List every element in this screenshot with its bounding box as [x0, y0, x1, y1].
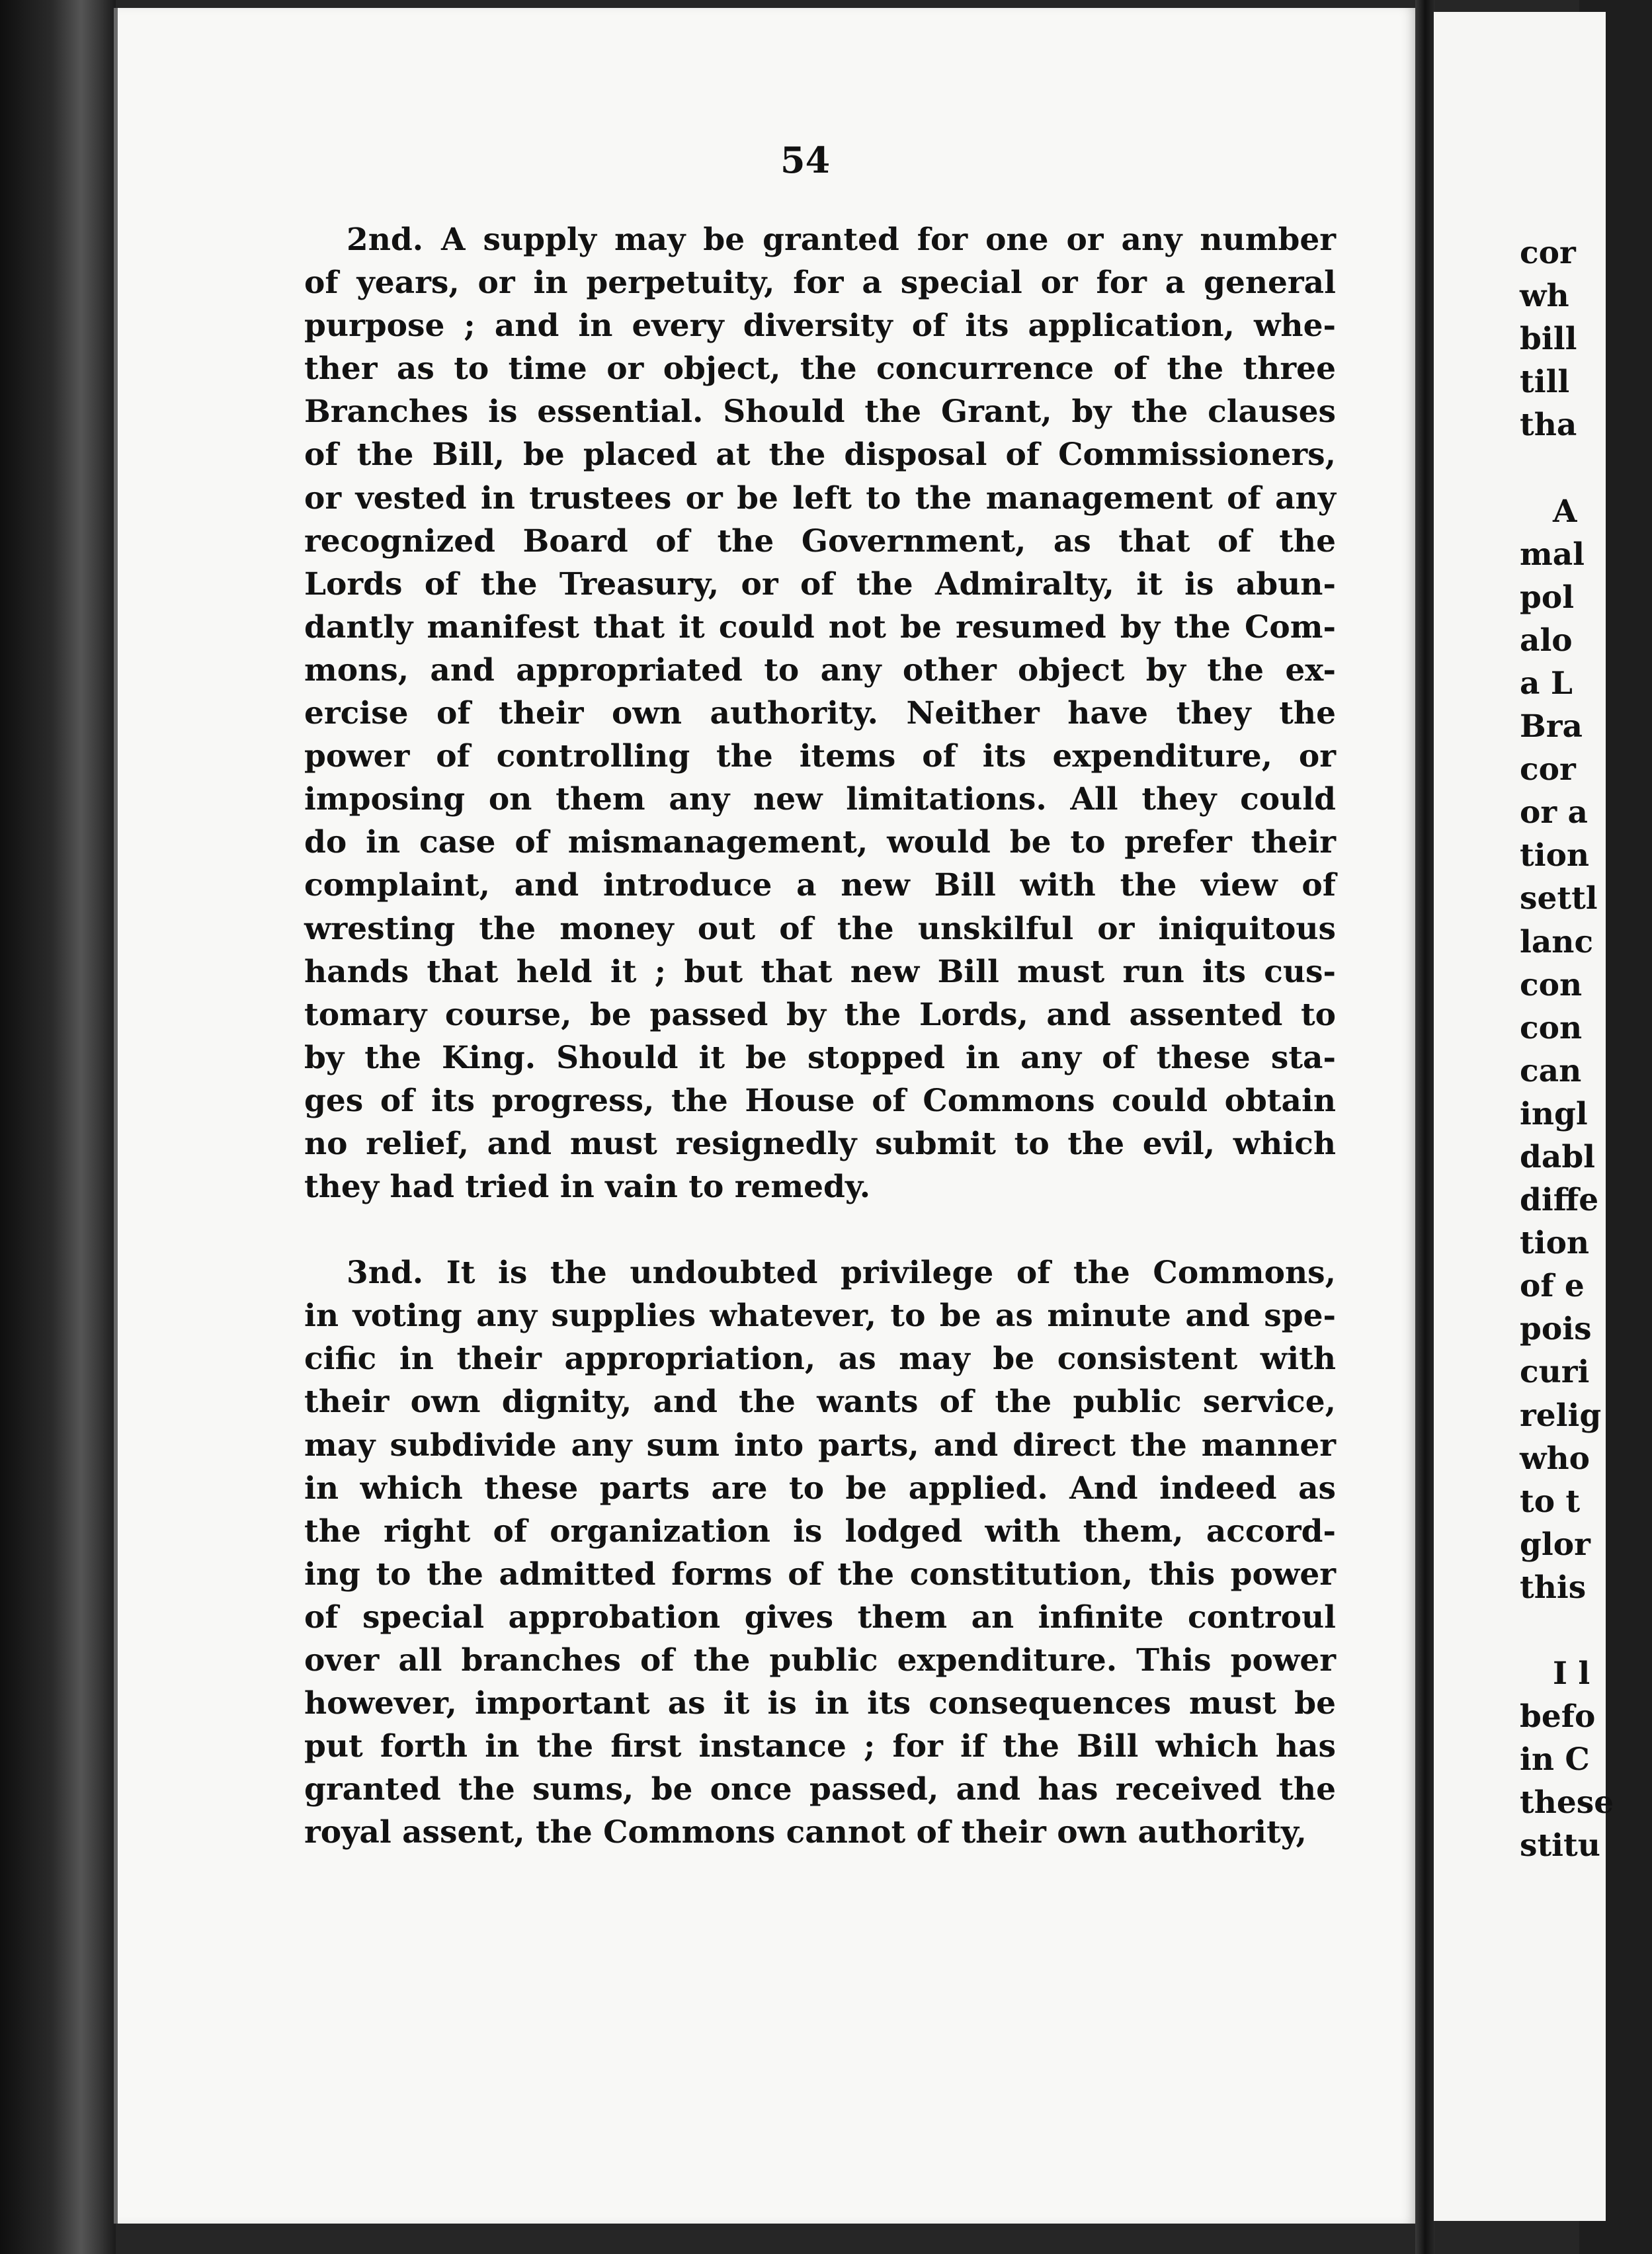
facing-page-clip	[1434, 0, 1614, 2254]
facing-page-fragment: this	[1520, 1569, 1587, 1606]
text-line: recognized Board of the Government, as that of the	[304, 522, 1336, 560]
facing-page-fragment: stitu	[1520, 1827, 1600, 1864]
facing-page-fragment	[1520, 446, 1652, 489]
text-line: granted the sums, be once passed, and has received the	[304, 1771, 1336, 1808]
paragraph-gap	[304, 1208, 1336, 1251]
facing-page-fragment: wh	[1520, 278, 1569, 315]
text-line: Lords of the Treasury, or of the Admiralty, it is abun-	[304, 565, 1336, 603]
facing-page-fragment: alo	[1520, 622, 1573, 659]
facing-page-fragment: lanc	[1520, 923, 1594, 960]
text-line: in voting any supplies whatever, to be as minute and spe-	[304, 1298, 1336, 1335]
text-line: no relief, and must resignedly submit to the evil, which	[304, 1125, 1336, 1162]
facing-page-fragment: pois	[1520, 1311, 1592, 1348]
facing-page-fragment: curi	[1520, 1354, 1590, 1391]
text-line: however, important as it is in its consequences must be	[304, 1685, 1336, 1722]
paragraph	[304, 218, 1336, 1208]
text-line: power of controlling the items of its expenditure, or	[304, 738, 1336, 775]
facing-page-fragment: these	[1520, 1784, 1614, 1821]
text-line: wresting the money out of the unskilful or iniquitous	[304, 910, 1336, 947]
facing-page-fragment: bill	[1520, 321, 1577, 358]
text-line: they had tried in vain to remedy.	[304, 1169, 871, 1206]
text-line: their own dignity, and the wants of the public service,	[304, 1384, 1336, 1421]
facing-page-fragment: ingl	[1520, 1095, 1588, 1132]
facing-page-fragment: relig	[1520, 1397, 1602, 1434]
text-line: purpose ; and in every diversity of its application, whe-	[304, 308, 1336, 345]
text-line: ing to the admitted forms of the constitution, this power	[304, 1556, 1336, 1593]
text-line: 3nd. It is the undoubted privilege of the Commons,	[347, 1255, 1336, 1292]
text-line: of special approbation gives them an infinite controul	[304, 1599, 1336, 1636]
paragraph	[304, 1251, 1336, 1854]
text-line: cific in their appropriation, as may be consistent with	[304, 1341, 1336, 1378]
facing-page-fragment: mal	[1520, 536, 1585, 573]
facing-page-fragment: A	[1553, 493, 1577, 530]
facing-page-fragment: glor	[1520, 1526, 1590, 1563]
text-line: in which these parts are to be applied. And indeed as	[304, 1470, 1336, 1507]
text-line: the right of organization is lodged with them, accord-	[304, 1513, 1336, 1550]
text-line: 2nd. A supply may be granted for one or any number	[347, 222, 1336, 258]
facing-page-fragment: tha	[1520, 407, 1577, 444]
facing-page-fragment: a L	[1520, 665, 1573, 702]
text-line: over all branches of the public expenditure. This power	[304, 1642, 1336, 1679]
facing-page-fragment: con	[1520, 1009, 1583, 1046]
facing-page-fragment: tion	[1520, 837, 1590, 874]
facing-page-fragment: tion	[1520, 1225, 1590, 1262]
facing-page-fragment: to t	[1520, 1483, 1581, 1520]
text-line: dantly manifest that it could not be resumed by the Com-	[304, 608, 1336, 646]
page-gutter	[1415, 0, 1435, 2254]
text-line: Branches is essential. Should the Grant, by the clauses	[304, 394, 1336, 431]
facing-page-fragment: cor	[1520, 751, 1576, 788]
facing-page-fragment: till	[1520, 364, 1570, 401]
facing-page-fragment: or a	[1520, 794, 1588, 831]
text-line: imposing on them any new limitations. All they could	[304, 781, 1336, 818]
text-line: tomary course, be passed by the Lords, and assented to	[304, 996, 1336, 1033]
facing-page-fragment: settl	[1520, 880, 1598, 917]
page-number: 54	[780, 139, 831, 181]
facing-page-fragment: con	[1520, 966, 1583, 1003]
facing-page-fragment	[1520, 1609, 1652, 1652]
text-line: or vested in trustees or be left to the management of any	[304, 480, 1336, 517]
text-line: do in case of mismanagement, would be to prefer their	[304, 824, 1336, 861]
text-line: put forth in the first instance ; for if the Bill which has	[304, 1728, 1336, 1765]
facing-page-fragment: I l	[1553, 1655, 1590, 1692]
text-line: hands that held it ; but that new Bill must run its cus-	[304, 953, 1336, 990]
book-spine	[0, 0, 116, 2254]
facing-page-fragment: diffe	[1520, 1182, 1599, 1219]
facing-page-fragment: who	[1520, 1440, 1590, 1477]
text-line: of the Bill, be placed at the disposal of Commissioners,	[304, 437, 1336, 474]
facing-page-fragment: pol	[1520, 579, 1575, 616]
text-line: complaint, and introduce a new Bill with the view of	[304, 867, 1336, 904]
text-line: mons, and appropriated to any other object by the ex-	[304, 651, 1336, 689]
text-line: ther as to time or object, the concurrence of the three	[304, 351, 1336, 388]
text-line: ges of its progress, the House of Commons could obtain	[304, 1082, 1336, 1119]
facing-page-fragment: Bra	[1520, 708, 1583, 745]
facing-page-fragment: dabl	[1520, 1138, 1596, 1175]
facing-page-fragment: befo	[1520, 1698, 1596, 1735]
facing-page-fragment: of e	[1520, 1268, 1585, 1305]
text-line: royal assent, the Commons cannot of their own authority,	[304, 1814, 1307, 1851]
text-line: by the King. Should it be stopped in any of these sta-	[304, 1039, 1336, 1076]
text-line: may subdivide any sum into parts, and direct the manner	[304, 1427, 1336, 1464]
body-text	[304, 218, 1336, 1854]
facing-page-text	[1520, 231, 1652, 1868]
text-line: ercise of their own authority. Neither have they the	[304, 695, 1336, 732]
text-line: of years, or in perpetuity, for a special or for a general	[304, 265, 1336, 302]
facing-page-fragment: in C	[1520, 1741, 1590, 1778]
facing-page-fragment: cor	[1520, 235, 1576, 271]
facing-page-fragment: can	[1520, 1052, 1582, 1089]
